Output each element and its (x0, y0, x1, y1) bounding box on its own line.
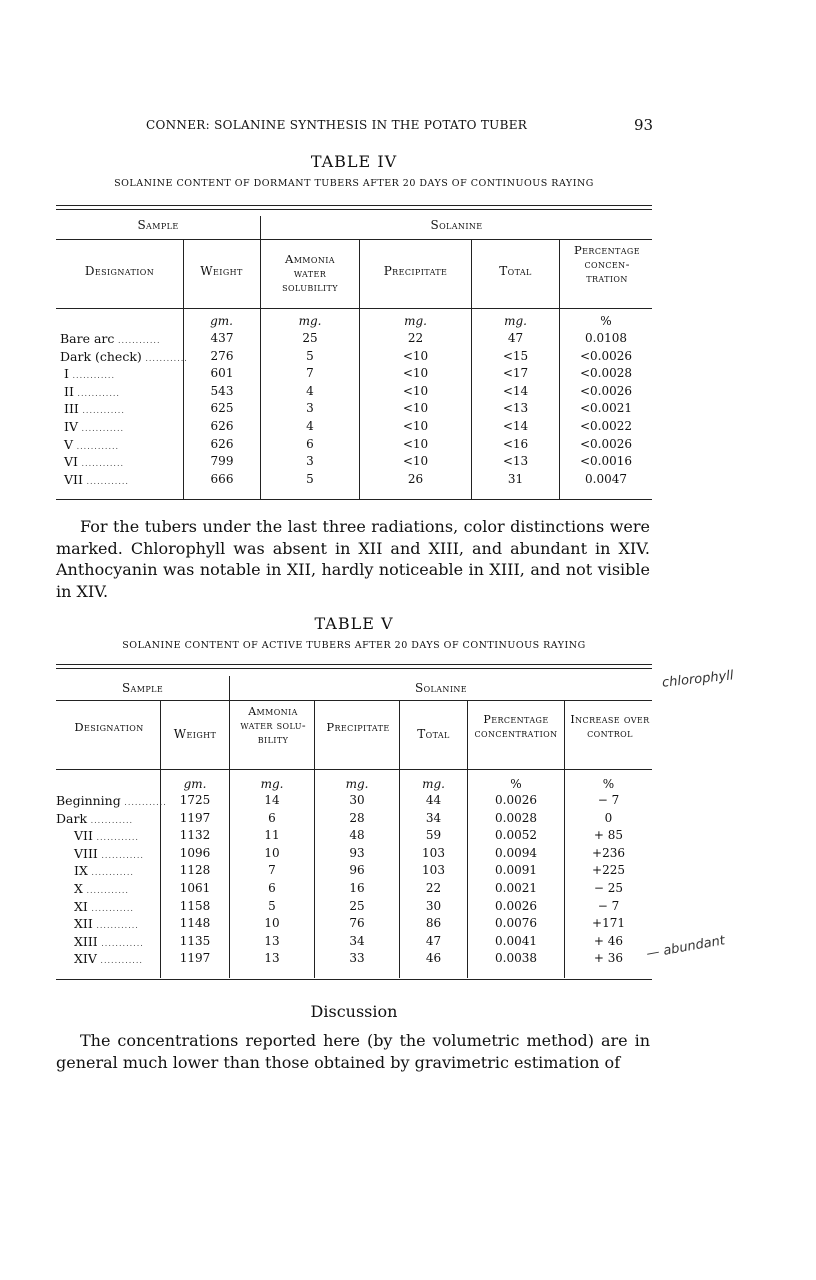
table4-unit: mg. (404, 314, 427, 328)
table-cell: 11 (264, 828, 280, 843)
table-cell: 86 (425, 916, 442, 931)
table5-group-sample: Sample (121, 681, 164, 695)
row-label: V ............ (64, 436, 120, 452)
table5-unit: mg. (260, 777, 284, 791)
table5-col-precipitate: Precipitate (326, 720, 390, 734)
row-label: VII ............ (74, 828, 139, 844)
table-cell: 3 (306, 454, 314, 469)
table5-caption: SOLANINE CONTENT OF ACTIVE TUBERS AFTER 20 DAYS OF CONTINUOUS RAYING (122, 640, 586, 651)
table-cell: 7 (306, 366, 314, 381)
table4-title: TABLE IV (310, 152, 398, 171)
table-cell: 25 (349, 898, 365, 913)
table-cell: <14 (502, 419, 529, 433)
table-cell: <0.0021 (579, 401, 633, 416)
table-cell: 93 (349, 845, 365, 860)
table-cell: 0.0091 (495, 863, 537, 878)
table-cell: + 85 (593, 828, 624, 843)
table-cell: <0.0026 (579, 348, 633, 363)
table-cell: <10 (402, 383, 429, 398)
table-cell: 1061 (179, 881, 211, 895)
table-cell: <13 (502, 454, 529, 469)
table-cell: 34 (349, 933, 365, 948)
table-cell: 0.0094 (495, 845, 537, 860)
table-cell: 30 (425, 898, 442, 913)
table-cell: 10 (264, 845, 280, 860)
table4-group-sample: Sample (137, 218, 179, 232)
table-cell: 626 (210, 436, 234, 451)
table-cell: 14 (264, 793, 280, 807)
table-cell: 0.0021 (495, 881, 537, 895)
page-number: 93 (634, 116, 654, 134)
table-cell: + 36 (593, 951, 624, 966)
table4-unit: mg. (504, 314, 527, 328)
table-cell: +236 (592, 845, 625, 860)
running-title: CONNER: SOLANINE SYNTHESIS IN THE POTATO TUBER (146, 118, 528, 132)
row-label: XIII ............ (74, 933, 144, 949)
row-label: I ............ (64, 366, 116, 382)
table-cell: 7 (268, 863, 276, 878)
margin-note-abundant: — abundant (645, 933, 727, 962)
table-cell: 1132 (179, 828, 211, 843)
table-cell: <13 (502, 401, 529, 416)
table-cell: 0.0076 (495, 916, 537, 931)
table-cell: 1158 (179, 898, 211, 913)
table-cell: <0.0016 (579, 454, 633, 469)
row-label: VII ............ (64, 471, 129, 487)
table-cell: 6 (306, 436, 314, 451)
table-cell: 0.0108 (585, 331, 627, 345)
table-cell: 543 (210, 383, 234, 398)
row-label: III ............ (64, 401, 125, 417)
table-cell: 46 (425, 951, 442, 966)
table-cell: 1148 (179, 916, 211, 931)
row-label: Bare arc ............ (60, 331, 161, 346)
table-cell: 4 (306, 383, 314, 398)
table-cell: 0.0026 (495, 793, 537, 807)
table4-col-percentage: Percentage concentration (574, 243, 640, 285)
table5-col-ammonia: Ammonia water solubility (240, 705, 306, 746)
row-label: II ............ (64, 383, 120, 399)
table-cell: 33 (349, 951, 365, 966)
row-label: XI ............ (74, 898, 134, 914)
table-cell: <10 (402, 401, 429, 416)
table4-unit: % (600, 314, 612, 328)
table-cell: − 7 (597, 898, 620, 913)
table-cell: 48 (349, 828, 365, 843)
table-cell: <10 (402, 454, 429, 469)
table-cell: 625 (210, 401, 234, 416)
table4-col-total: Total (499, 264, 532, 278)
table-cell: 0.0047 (585, 471, 627, 486)
table-cell: 25 (302, 331, 318, 345)
table5-title: TABLE V (314, 614, 394, 633)
table-cell: 76 (349, 916, 365, 931)
table5-unit: % (510, 777, 522, 791)
table-cell: 31 (507, 471, 524, 486)
table-cell: 5 (268, 898, 276, 913)
table-cell: <10 (402, 419, 429, 433)
table-cell: 1128 (179, 863, 211, 878)
table-cell: 0.0028 (495, 810, 537, 825)
table4-caption: SOLANINE CONTENT OF DORMANT TUBERS AFTER 20 DAYS OF CONTINUOUS RAYING (114, 178, 594, 189)
row-label: VI ............ (64, 454, 125, 470)
paragraph-color-distinctions: For the tubers under the last three radiations, color distinctions were marked. Chlorophyll was absent in XII and XIII, and abundant in XIV. Anthocyanin was notable in XII, hardly noticeable in XIII, and not visible in XIV. (56, 517, 650, 601)
table5-unit: gm. (183, 777, 207, 791)
table-cell: 22 (425, 881, 442, 895)
row-label: IX ............ (74, 863, 134, 879)
table-cell: 666 (210, 471, 234, 486)
table4-unit: gm. (210, 314, 233, 328)
table-cell: <0.0022 (579, 419, 633, 433)
table-cell: 0.0038 (495, 951, 537, 966)
table-cell: <0.0026 (579, 383, 633, 398)
row-label: X ............ (74, 881, 129, 896)
table-cell: 6 (268, 810, 276, 825)
table-cell: +225 (592, 863, 625, 878)
table-cell: 47 (507, 331, 524, 345)
table-cell: 1197 (179, 951, 211, 966)
table-cell: 22 (407, 331, 424, 345)
table-cell: 96 (349, 863, 365, 878)
table-cell: − 25 (593, 881, 624, 895)
row-label: IV ............ (64, 419, 125, 434)
row-label: XIV ............ (74, 951, 143, 967)
table-cell: <10 (402, 366, 429, 381)
table-cell: 59 (425, 828, 442, 843)
table-cell: 799 (210, 454, 234, 469)
table5-unit: mg. (422, 777, 445, 791)
table-cell: 1197 (179, 810, 211, 825)
table-cell: <0.0028 (579, 366, 633, 381)
table-cell: 437 (210, 331, 234, 345)
table-cell: +171 (592, 916, 625, 931)
table-cell: <10 (402, 348, 429, 363)
table-cell: 1725 (179, 793, 211, 807)
table-cell: 30 (349, 793, 365, 807)
table4-col-precipitate: Precipitate (383, 264, 448, 278)
table-cell: 13 (264, 933, 280, 948)
table-cell: 13 (264, 951, 280, 966)
table-cell: 28 (349, 810, 365, 825)
table-cell: 34 (425, 810, 442, 825)
table-cell: 6 (268, 881, 276, 895)
table5-col-total: Total (417, 727, 450, 741)
table5-col-weight: Weight (173, 727, 217, 741)
table-cell: <10 (402, 436, 429, 451)
table-cell: 601 (210, 366, 234, 381)
table4-col-designation: Designation (84, 264, 155, 278)
table-cell: 16 (349, 881, 365, 895)
section-heading-discussion: Discussion (310, 1002, 398, 1021)
table-cell: 276 (210, 348, 234, 363)
table-cell: <15 (502, 348, 529, 363)
table-cell: 47 (425, 933, 442, 948)
table-cell: 103 (422, 845, 445, 860)
table-cell: <14 (502, 383, 529, 398)
table-cell: 26 (407, 471, 424, 486)
table-cell: 1096 (179, 845, 211, 860)
table5-col-percentage: Percentage concentration (474, 713, 558, 740)
row-label: Dark ............ (56, 810, 134, 826)
row-label: Beginning ............ (56, 793, 167, 808)
table5-group-solanine: Solanine (414, 681, 468, 695)
table-cell: 5 (306, 471, 314, 486)
table-cell: 44 (425, 793, 442, 807)
table-cell: 5 (306, 348, 314, 363)
table5-unit: mg. (345, 777, 369, 791)
row-label: VIII ............ (74, 845, 144, 861)
row-label: Dark (check) ............ (60, 348, 188, 364)
table5-col-increase: Increase over control (570, 713, 650, 740)
table-cell: 0.0052 (495, 828, 537, 843)
table-cell: 10 (264, 916, 280, 931)
table-cell: + 46 (593, 933, 624, 948)
table5-col-designation: Designation (74, 720, 144, 734)
table-cell: 0.0026 (495, 898, 537, 913)
margin-note-chlorophyll: chlorophyll (661, 668, 735, 691)
paragraph-discussion: The concentrations reported here (by the volumetric method) are in general much lower than those obtained by gravimetric estimation of (56, 1031, 650, 1072)
table-cell: 0 (604, 810, 613, 825)
table-cell: 0.0041 (495, 933, 537, 948)
table-cell: 626 (210, 419, 234, 433)
table4-col-ammonia: Ammonia water solubility (282, 252, 338, 294)
table-cell: 3 (306, 401, 314, 416)
table-cell: 103 (422, 863, 445, 878)
table-cell: <17 (502, 366, 529, 381)
table5-unit: % (602, 777, 615, 791)
table4-col-weight: Weight (200, 264, 243, 278)
table4-group-solanine: Solanine (430, 218, 483, 232)
table4-unit: mg. (298, 314, 322, 328)
table-cell: 4 (306, 419, 314, 433)
row-label: XII ............ (74, 916, 139, 932)
table-cell: − 7 (597, 793, 620, 807)
table-cell: <16 (502, 436, 529, 451)
table-cell: 1135 (179, 933, 211, 948)
table-cell: <0.0026 (579, 436, 633, 451)
